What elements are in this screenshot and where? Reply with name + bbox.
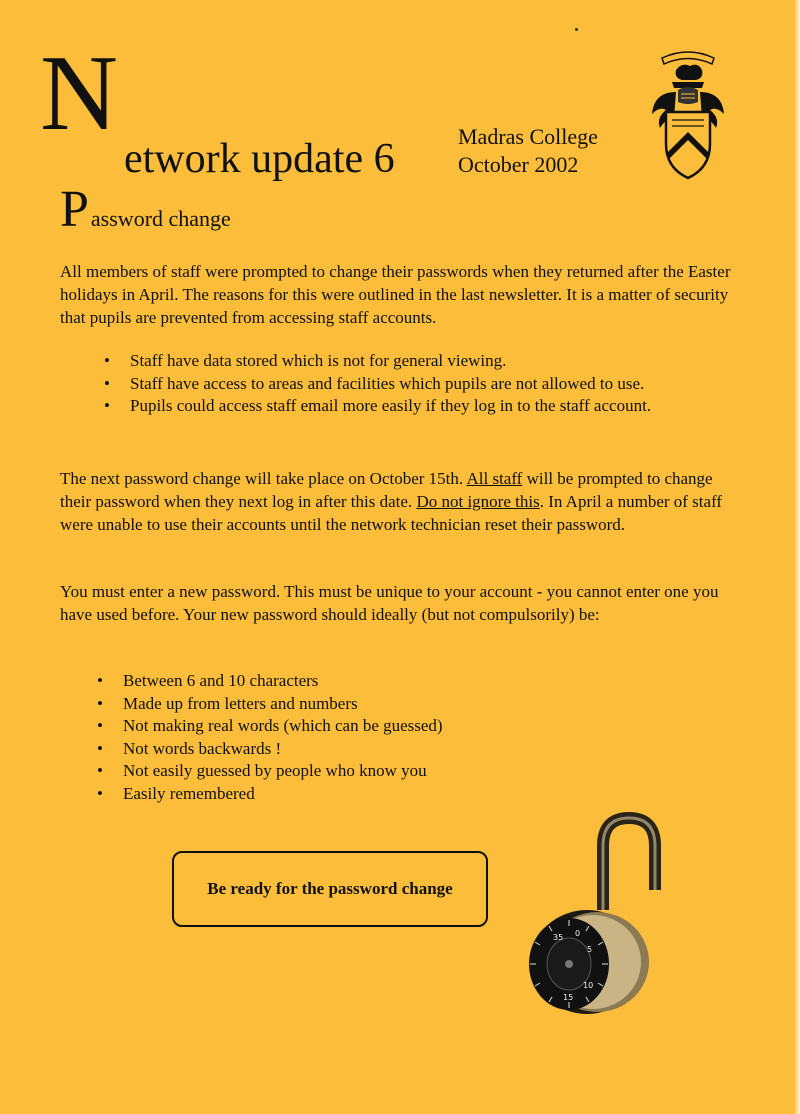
section-title: assword change [90, 206, 231, 231]
list-item-text: Not words backwards ! [123, 738, 282, 758]
page-title: etwork update 6 [124, 136, 395, 182]
paragraph-text: The next password change will take place on October 15th. [60, 469, 467, 488]
intro-paragraph: All members of staff were prompted to change their passwords when they returned after the Easter holidays in April. The reasons for this were outlined in the last newsletter. It is a matter of security that pupils are prevented from accessing staff accounts. [60, 262, 731, 327]
bullet-icon: • [97, 716, 103, 735]
list-item [102, 373, 651, 396]
change-date-paragraph [60, 467, 740, 536]
bullet-icon: • [97, 783, 103, 803]
bullet-icon: • [97, 693, 103, 713]
list-item-text: Easily remembered [123, 783, 255, 803]
dial-number: 0 [575, 929, 581, 938]
paragraph-text: will be prompted to change their password when they next log in after this date. [60, 469, 713, 511]
section-initial: P [60, 181, 89, 238]
paper-edge [794, 0, 800, 1114]
college-crest-icon [646, 44, 730, 184]
new-password-paragraph: You must enter a new password. This must be unique to your account - you cannot enter one you have used before. Your new password should ideally (but not compulsorily) be: [60, 582, 719, 624]
list-item-text: Staff have access to areas and facilities which pupils are not allowed to use. [130, 373, 645, 393]
padlock-icon [525, 812, 670, 1017]
list-item [95, 693, 443, 716]
list-item-text: Made up from letters and numbers [123, 693, 358, 713]
password-rules-list [95, 670, 443, 805]
bullet-icon: • [104, 396, 110, 415]
list-item-text: Staff have data stored which is not for general viewing. [130, 351, 507, 370]
dial-number: 35 [553, 933, 564, 942]
list-item [95, 760, 443, 783]
list-item [95, 738, 443, 761]
paragraph-text: . In April a number of staff were unable to use their accounts until the network technician reset their password. [60, 492, 723, 534]
do-not-ignore-emphasis: Do not ignore this [416, 492, 540, 511]
callout-text: Be ready for the password change [207, 879, 453, 898]
dial-number: 10 [583, 981, 594, 990]
list-item-text: Not easily guessed by people who know you [123, 761, 427, 780]
list-item-text: Not making real words (which can be guessed) [123, 716, 443, 735]
bullet-icon: • [104, 373, 110, 393]
bullet-icon: • [97, 738, 103, 758]
speck [575, 28, 578, 31]
issue-date: October 2002 [458, 152, 579, 177]
title-initial: N [40, 34, 118, 153]
list-item [102, 350, 651, 373]
list-item [102, 395, 651, 418]
bullet-icon: • [104, 351, 110, 370]
all-staff-emphasis: All staff [466, 469, 523, 488]
list-item [95, 715, 443, 738]
section-heading [60, 181, 231, 238]
list-item-text: Pupils could access staff email more easily if they log in to the staff account. [130, 396, 652, 415]
bullet-icon: • [97, 761, 103, 780]
dial-number: 15 [563, 993, 574, 1002]
callout-box [172, 851, 488, 927]
bullet-icon: • [97, 671, 103, 690]
list-item [95, 783, 443, 806]
list-item [95, 670, 443, 693]
college-info [458, 123, 598, 179]
reasons-list [102, 350, 651, 418]
list-item-text: Between 6 and 10 characters [123, 671, 319, 690]
dial-number: 5 [587, 945, 593, 954]
college-name: Madras College [458, 124, 598, 149]
masthead [40, 34, 640, 182]
